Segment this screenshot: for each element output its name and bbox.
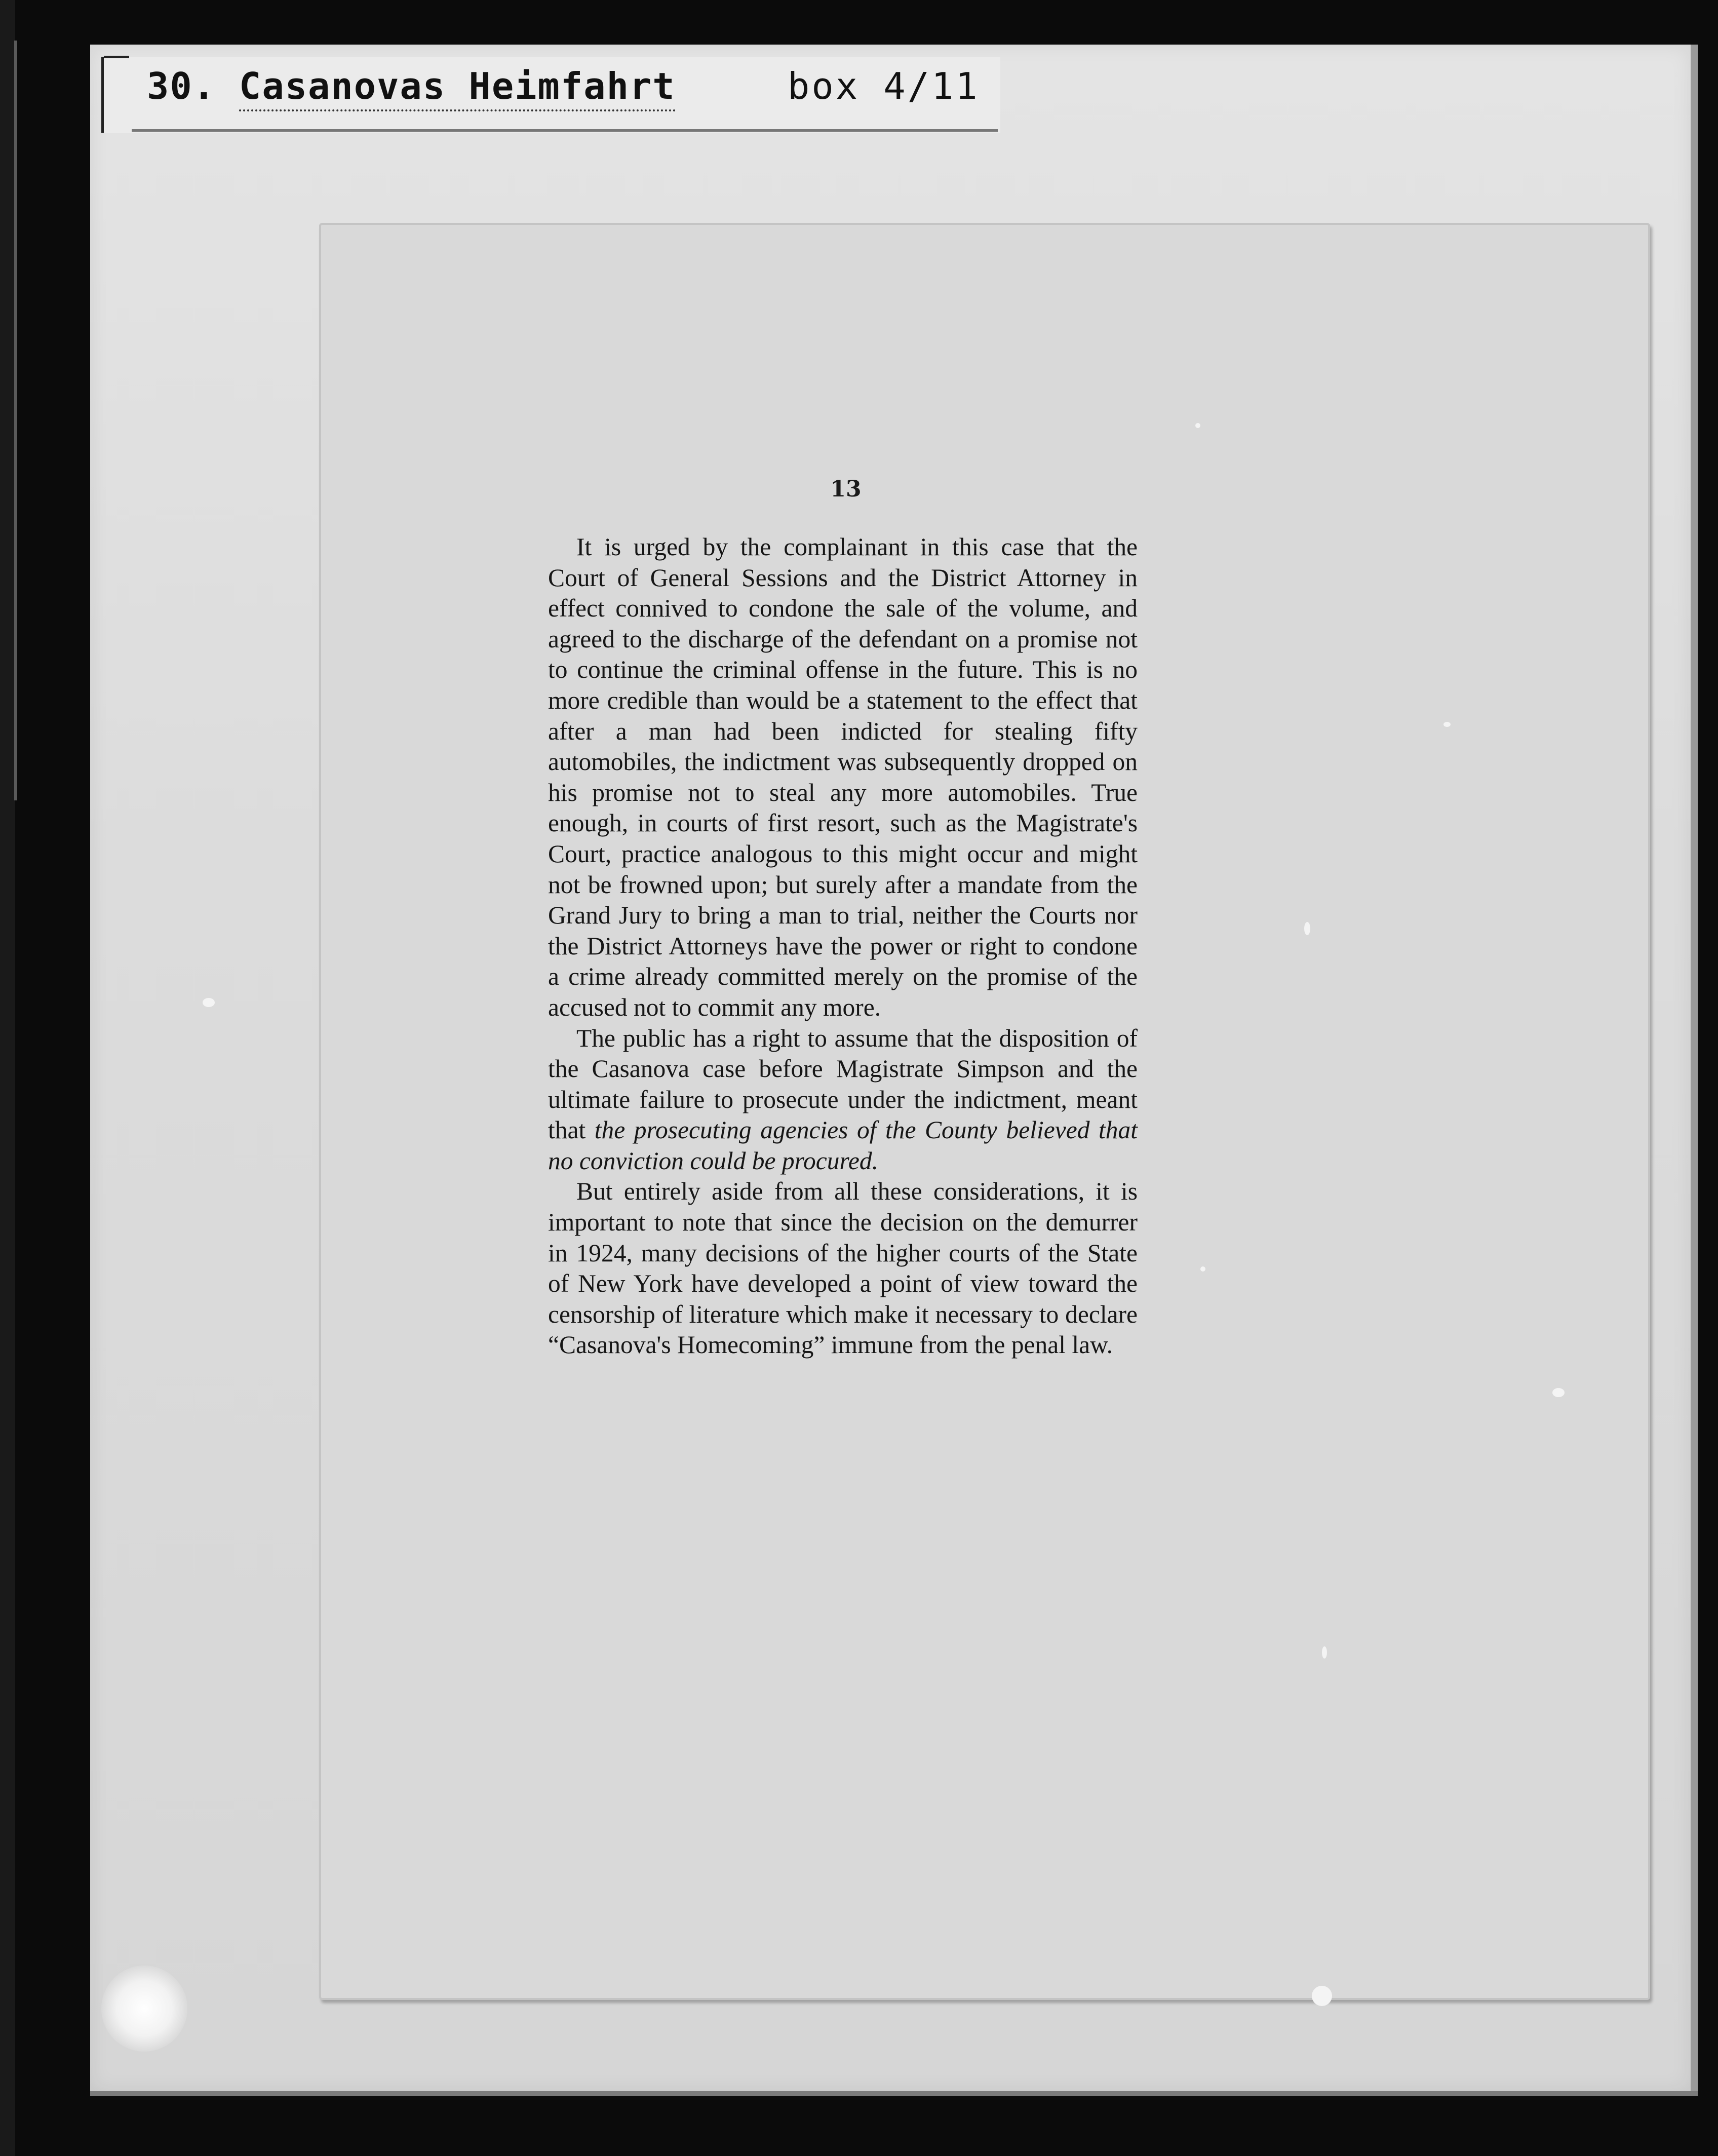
- scan-glare: [101, 1966, 187, 2052]
- adjacent-frame-edge: [14, 41, 17, 800]
- scan-speck: [1195, 423, 1200, 428]
- item-title: Casanovas Heimfahrt: [239, 65, 676, 111]
- page-body-text: [548, 532, 1138, 1361]
- page-number: 13: [830, 476, 862, 502]
- scan-speck: [1322, 1646, 1327, 1659]
- paragraph-2: [548, 1023, 1138, 1177]
- paragraph-3: But entirely aside from all these considerations, it is important to note that since the decision on the demurrer in 1924, many decisions of the higher courts of the State of New York have developed a point of view toward the censorship of literature which make it necessary to declare “Casanova's Homecoming” immune from the penal law.: [548, 1177, 1138, 1359]
- paragraph-2-roman: The public has a right to assume that the disposition of the Casanova case before Magistrate Simpson and the ultimate failure to prosecute under the indictment, meant that: [548, 1024, 1138, 1144]
- label-corner-mark: [104, 56, 129, 58]
- paragraph-1: It is urged by the complainant in this case that the Court of General Sessions and the District Attorney in effect connived to condone the sale of the volume, and agreed to the discharge of the defendant on a promise not to continue the criminal offense in the future. This is no more credible than would be a statement to the effect that after a man had been indicted for stealing fifty automobiles, the indictment was subsequently dropped on his promise not to steal any more automobiles. True enough, in courts of first resort, such as the Magistrate's Court, practice analogous to this might occur and might not be frowned upon; but surely after a mandate from the Grand Jury to bring a man to trial, neither the Courts nor the District Attorneys have the power or right to condone a crime already committed merely on the promise of the accused not to commit any more.: [548, 533, 1138, 1021]
- scan-speck: [203, 998, 215, 1007]
- item-number: 30.: [147, 65, 216, 107]
- box-reference: box 4/11: [788, 65, 980, 107]
- scan-speck: [1552, 1388, 1565, 1397]
- scan-speck: [1443, 722, 1451, 727]
- sheet-bottom-edge: [90, 2091, 1698, 2096]
- scan-speck: [1312, 1986, 1332, 2006]
- label-underline-rule: [132, 129, 998, 132]
- paragraph-2-italic: the prosecuting agencies of the County believed that no conviction could be procured.: [548, 1116, 1138, 1175]
- film-left-border: [0, 0, 15, 2156]
- scan-speck: [1304, 922, 1310, 935]
- scan-speck: [1200, 1266, 1205, 1272]
- sheet-edge-shadow: [1691, 45, 1698, 2091]
